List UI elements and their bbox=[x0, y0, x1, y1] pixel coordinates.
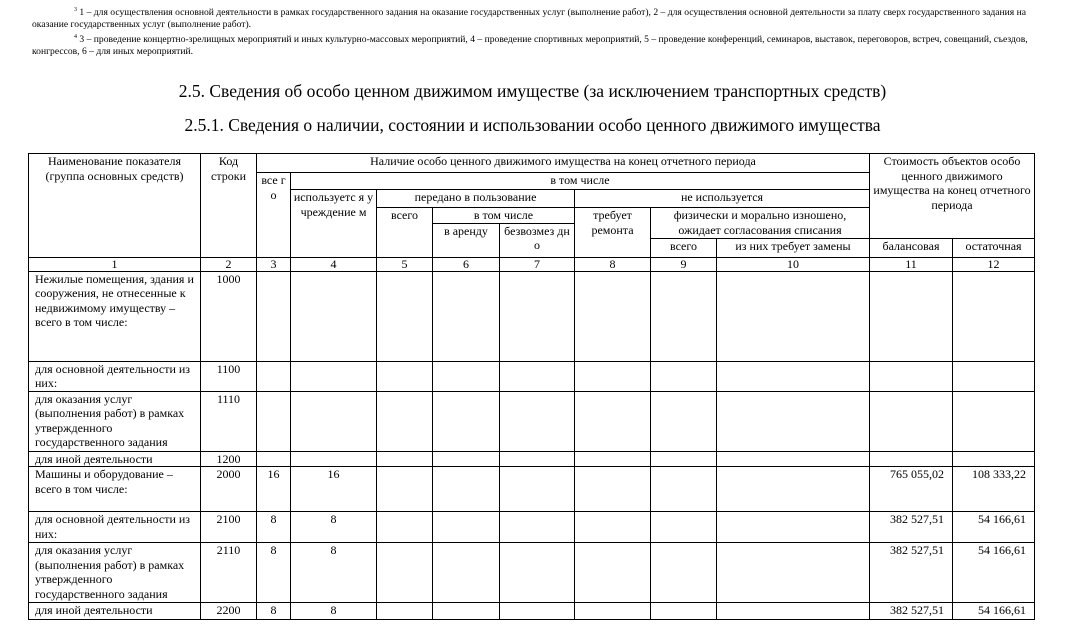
section-title: 2.5. Сведения об особо ценном движимом имуществе (за исключением транспортных средств) bbox=[178, 81, 887, 101]
header-needs-replacement: из них требует замены bbox=[717, 238, 870, 257]
column-number-row bbox=[29, 257, 1035, 271]
row-used: 16 bbox=[291, 467, 377, 512]
row-needs-replacement bbox=[717, 603, 870, 620]
row-code: 2100 bbox=[201, 512, 257, 543]
header-not-used: не используется bbox=[575, 190, 870, 208]
header-cost: Стоимость объектов особо ценного движимого имущества на конец отчетного периода bbox=[870, 154, 1035, 239]
row-needs-repair bbox=[575, 467, 651, 512]
row-needs-replacement bbox=[717, 543, 870, 603]
header-worn-total: всего bbox=[651, 238, 717, 257]
row-name: Машины и оборудование – всего в том числе: bbox=[29, 467, 201, 512]
row-worn-total bbox=[651, 451, 717, 467]
header-free-use: безвозмез дно bbox=[500, 223, 575, 257]
row-lease bbox=[433, 271, 500, 361]
header-name: Наименование показателя (группа основных средств) bbox=[29, 154, 201, 258]
row-name: для иной деятельности bbox=[29, 451, 201, 467]
row-total bbox=[257, 451, 291, 467]
row-book-value bbox=[870, 271, 953, 361]
row-worn-total bbox=[651, 603, 717, 620]
row-book-value: 382 527,51 bbox=[870, 603, 953, 620]
column-number: 6 bbox=[433, 257, 500, 271]
row-lease bbox=[433, 391, 500, 451]
header-transferred: передано в пользование bbox=[377, 190, 575, 208]
subsection-title: 2.5.1. Сведения о наличии, состоянии и использовании особо ценного движимого имущества bbox=[184, 115, 881, 135]
column-number: 5 bbox=[377, 257, 433, 271]
row-residual-value bbox=[953, 271, 1035, 361]
row-needs-replacement bbox=[717, 361, 870, 391]
row-lease bbox=[433, 467, 500, 512]
column-number: 2 bbox=[201, 257, 257, 271]
row-transferred-total bbox=[377, 543, 433, 603]
row-code: 1200 bbox=[201, 451, 257, 467]
column-number: 7 bbox=[500, 257, 575, 271]
column-number: 1 bbox=[29, 257, 201, 271]
row-transferred-total bbox=[377, 512, 433, 543]
row-free-use bbox=[500, 271, 575, 361]
footnote-3 bbox=[32, 4, 1032, 31]
row-book-value: 765 055,02 bbox=[870, 467, 953, 512]
column-number: 4 bbox=[291, 257, 377, 271]
row-needs-replacement bbox=[717, 512, 870, 543]
table-row bbox=[29, 451, 1035, 467]
row-residual-value: 108 333,22 bbox=[953, 467, 1035, 512]
table-row bbox=[29, 391, 1035, 451]
row-residual-value: 54 166,61 bbox=[953, 543, 1035, 603]
header-worn-out: физически и морально изношено, ожидает согласования списания bbox=[651, 208, 870, 239]
row-name: Нежилые помещения, здания и сооружения, не отнесенные к недвижимому имуществу – всего в том числе: bbox=[29, 271, 201, 361]
column-number: 12 bbox=[953, 257, 1035, 271]
row-worn-total bbox=[651, 361, 717, 391]
row-needs-replacement bbox=[717, 467, 870, 512]
row-used bbox=[291, 391, 377, 451]
row-used bbox=[291, 361, 377, 391]
table-row bbox=[29, 512, 1035, 543]
table-row bbox=[29, 543, 1035, 603]
row-needs-repair bbox=[575, 451, 651, 467]
header-availability: Наличие особо ценного движимого имущества на конец отчетного периода bbox=[257, 154, 870, 173]
row-needs-replacement bbox=[717, 271, 870, 361]
row-transferred-total bbox=[377, 603, 433, 620]
footnote-4-text: 3 – проведение концертно-зрелищных мероприятий и иных культурно-массовых мероприятий, 4 – проведение спортивных мероприятий, 5 – проведение конференций, семинаров, выставок, переговоров, встреч, совещаний, съездов, конгрессов, 6 – для иных мероприятий. bbox=[32, 34, 1028, 57]
column-number: 8 bbox=[575, 257, 651, 271]
row-total bbox=[257, 361, 291, 391]
footnote-3-text: 1 – для осуществления основной деятельности в рамках государственного задания на оказание государственных услуг (выполнение работ), 2 – для осуществления основной деятельности за плату сверх государственного задания на оказание государственных услуг (выполнение работ). bbox=[32, 7, 1026, 30]
row-needs-repair bbox=[575, 271, 651, 361]
row-free-use bbox=[500, 361, 575, 391]
row-worn-total bbox=[651, 391, 717, 451]
header-transferred-total: всего bbox=[377, 208, 433, 258]
header-total: все го bbox=[257, 173, 291, 258]
row-code: 1110 bbox=[201, 391, 257, 451]
row-book-value: 382 527,51 bbox=[870, 543, 953, 603]
footnote-3-marker: 3 bbox=[74, 7, 77, 13]
row-free-use bbox=[500, 512, 575, 543]
row-code: 1000 bbox=[201, 271, 257, 361]
row-total bbox=[257, 271, 291, 361]
row-residual-value bbox=[953, 361, 1035, 391]
row-code: 2200 bbox=[201, 603, 257, 620]
row-needs-replacement bbox=[717, 391, 870, 451]
table-row bbox=[29, 271, 1035, 361]
row-needs-repair bbox=[575, 361, 651, 391]
row-free-use bbox=[500, 467, 575, 512]
row-book-value bbox=[870, 361, 953, 391]
header-book-value: балансовая bbox=[870, 238, 953, 257]
row-total: 16 bbox=[257, 467, 291, 512]
row-code: 2000 bbox=[201, 467, 257, 512]
row-transferred-total bbox=[377, 391, 433, 451]
row-residual-value: 54 166,61 bbox=[953, 512, 1035, 543]
row-needs-repair bbox=[575, 543, 651, 603]
row-book-value: 382 527,51 bbox=[870, 512, 953, 543]
column-number: 11 bbox=[870, 257, 953, 271]
row-total: 8 bbox=[257, 543, 291, 603]
row-code: 2110 bbox=[201, 543, 257, 603]
row-book-value bbox=[870, 391, 953, 451]
column-number: 3 bbox=[257, 257, 291, 271]
row-transferred-total bbox=[377, 451, 433, 467]
row-used bbox=[291, 451, 377, 467]
assets-table bbox=[28, 153, 1035, 620]
row-lease bbox=[433, 603, 500, 620]
header-including: в том числе bbox=[291, 173, 870, 190]
row-transferred-total bbox=[377, 467, 433, 512]
column-number: 10 bbox=[717, 257, 870, 271]
table-row bbox=[29, 603, 1035, 620]
row-name: для иной деятельности bbox=[29, 603, 201, 620]
row-residual-value bbox=[953, 451, 1035, 467]
row-free-use bbox=[500, 391, 575, 451]
row-lease bbox=[433, 451, 500, 467]
row-name: для основной деятельности из них: bbox=[29, 512, 201, 543]
row-free-use bbox=[500, 543, 575, 603]
row-used bbox=[291, 271, 377, 361]
header-lease: в аренду bbox=[433, 223, 500, 257]
row-worn-total bbox=[651, 512, 717, 543]
table-row bbox=[29, 467, 1035, 512]
row-lease bbox=[433, 361, 500, 391]
header-transferred-including: в том числе bbox=[433, 208, 575, 224]
header-needs-repair: требует ремонта bbox=[575, 208, 651, 258]
row-transferred-total bbox=[377, 361, 433, 391]
row-free-use bbox=[500, 451, 575, 467]
row-needs-repair bbox=[575, 603, 651, 620]
row-used: 8 bbox=[291, 603, 377, 620]
row-residual-value bbox=[953, 391, 1035, 451]
row-used: 8 bbox=[291, 543, 377, 603]
row-used: 8 bbox=[291, 512, 377, 543]
row-name: для оказания услуг (выполнения работ) в рамках утвержденного государственного задания bbox=[29, 543, 201, 603]
footnotes bbox=[32, 4, 1032, 58]
row-transferred-total bbox=[377, 271, 433, 361]
row-needs-replacement bbox=[717, 451, 870, 467]
row-worn-total bbox=[651, 271, 717, 361]
row-total: 8 bbox=[257, 512, 291, 543]
row-total bbox=[257, 391, 291, 451]
header-used-by-institution: используетс я учреждение м bbox=[291, 190, 377, 258]
row-worn-total bbox=[651, 467, 717, 512]
row-code: 1100 bbox=[201, 361, 257, 391]
footnote-4 bbox=[32, 31, 1032, 58]
row-book-value bbox=[870, 451, 953, 467]
row-name: для оказания услуг (выполнения работ) в рамках утвержденного государственного задания bbox=[29, 391, 201, 451]
header-code: Код строки bbox=[201, 154, 257, 258]
footnote-4-marker: 4 bbox=[74, 34, 77, 40]
row-free-use bbox=[500, 603, 575, 620]
column-number: 9 bbox=[651, 257, 717, 271]
table-row bbox=[29, 361, 1035, 391]
row-lease bbox=[433, 512, 500, 543]
header-residual-value: остаточная bbox=[953, 238, 1035, 257]
row-total: 8 bbox=[257, 603, 291, 620]
row-needs-repair bbox=[575, 391, 651, 451]
row-lease bbox=[433, 543, 500, 603]
row-residual-value: 54 166,61 bbox=[953, 603, 1035, 620]
row-name: для основной деятельности из них: bbox=[29, 361, 201, 391]
row-needs-repair bbox=[575, 512, 651, 543]
row-worn-total bbox=[651, 543, 717, 603]
